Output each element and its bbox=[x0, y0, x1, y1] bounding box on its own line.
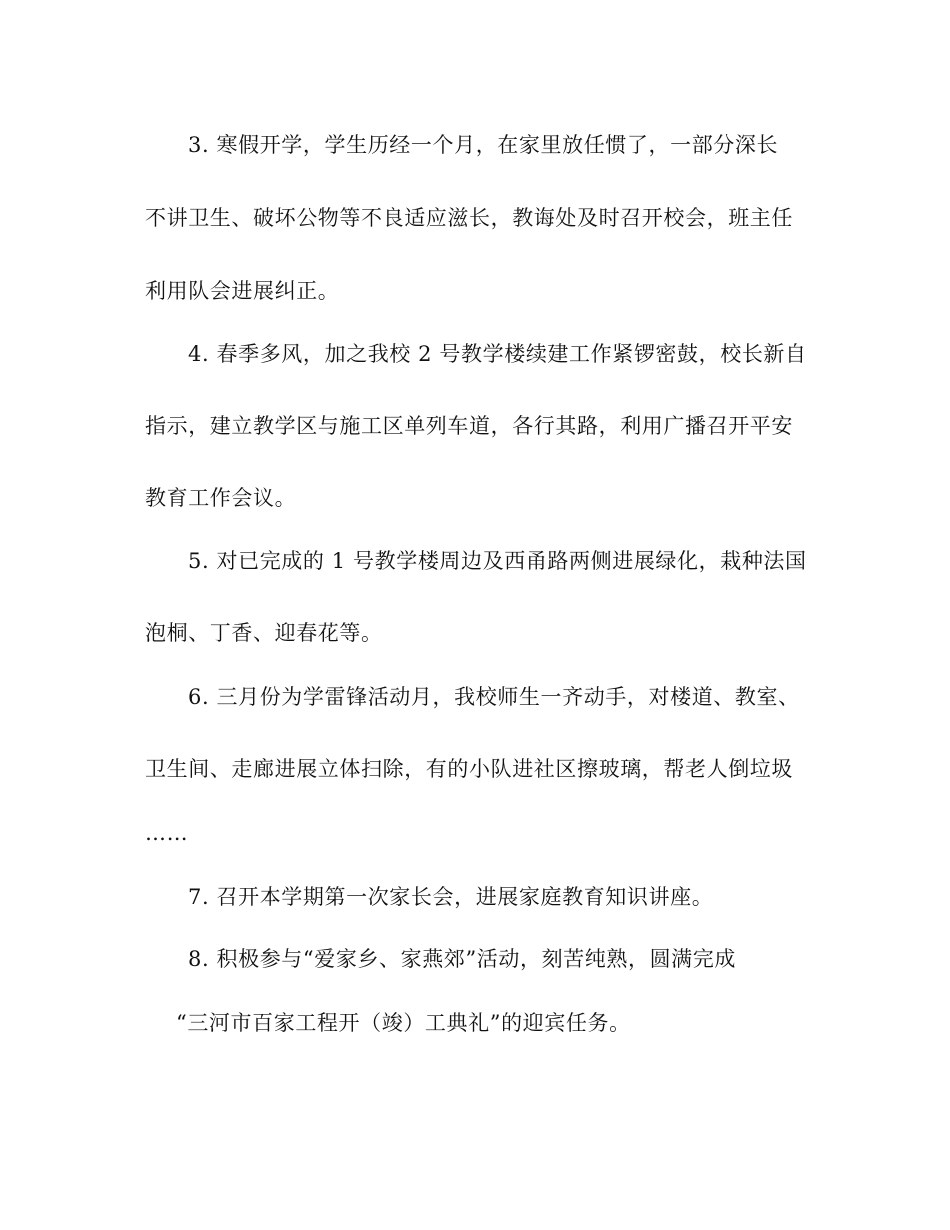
paragraph-3-line-3: 利用队会进展纠正。 bbox=[145, 279, 340, 303]
paragraph-5-line-1: 5. 对已完成的 1 号教学楼周边及西甬路两侧进展绿化，栽种法国 bbox=[188, 549, 807, 573]
paragraph-4-line-1: 4. 春季多风，加之我校 2 号教学楼续建工作紧锣密鼓，校长新自 bbox=[188, 342, 807, 366]
paragraph-4-line-2: 指示，建立教学区与施工区单列车道，各行其路，利用广播召开平安 bbox=[145, 414, 793, 438]
paragraph-6-line-2: 卫生间、走廊进展立体扫除，有的小队进社区擦玻璃，帮老人倒垃圾 bbox=[145, 757, 793, 781]
paragraph-3-line-2: 不讲卫生、破坏公物等不良适应滋长，教诲处及时召开校会，班主任 bbox=[145, 206, 793, 230]
paragraph-6-line-1: 6. 三月份为学雷锋活动月，我校师生一齐动手，对楼道、教室、 bbox=[188, 685, 800, 709]
paragraph-6-line-3: …… bbox=[145, 821, 189, 845]
paragraph-3-line-1: 3. 寒假开学，学生历经一个月，在家里放任惯了，一部分深长 bbox=[188, 133, 779, 157]
paragraph-8-line-2: “三河市百家工程开（竣）工典礼”的迎宾任务。 bbox=[176, 1011, 631, 1035]
paragraph-8-line-1: 8. 积极参与“爱家乡、家燕郊”活动，刻苦纯熟，圆满完成 bbox=[188, 947, 736, 971]
paragraph-7-line-1: 7. 召开本学期第一次家长会，进展家庭教育知识讲座。 bbox=[188, 885, 714, 909]
paragraph-4-line-3: 教育工作会议。 bbox=[145, 486, 297, 510]
paragraph-5-line-2: 泡桐、丁香、迎春花等。 bbox=[145, 621, 383, 645]
